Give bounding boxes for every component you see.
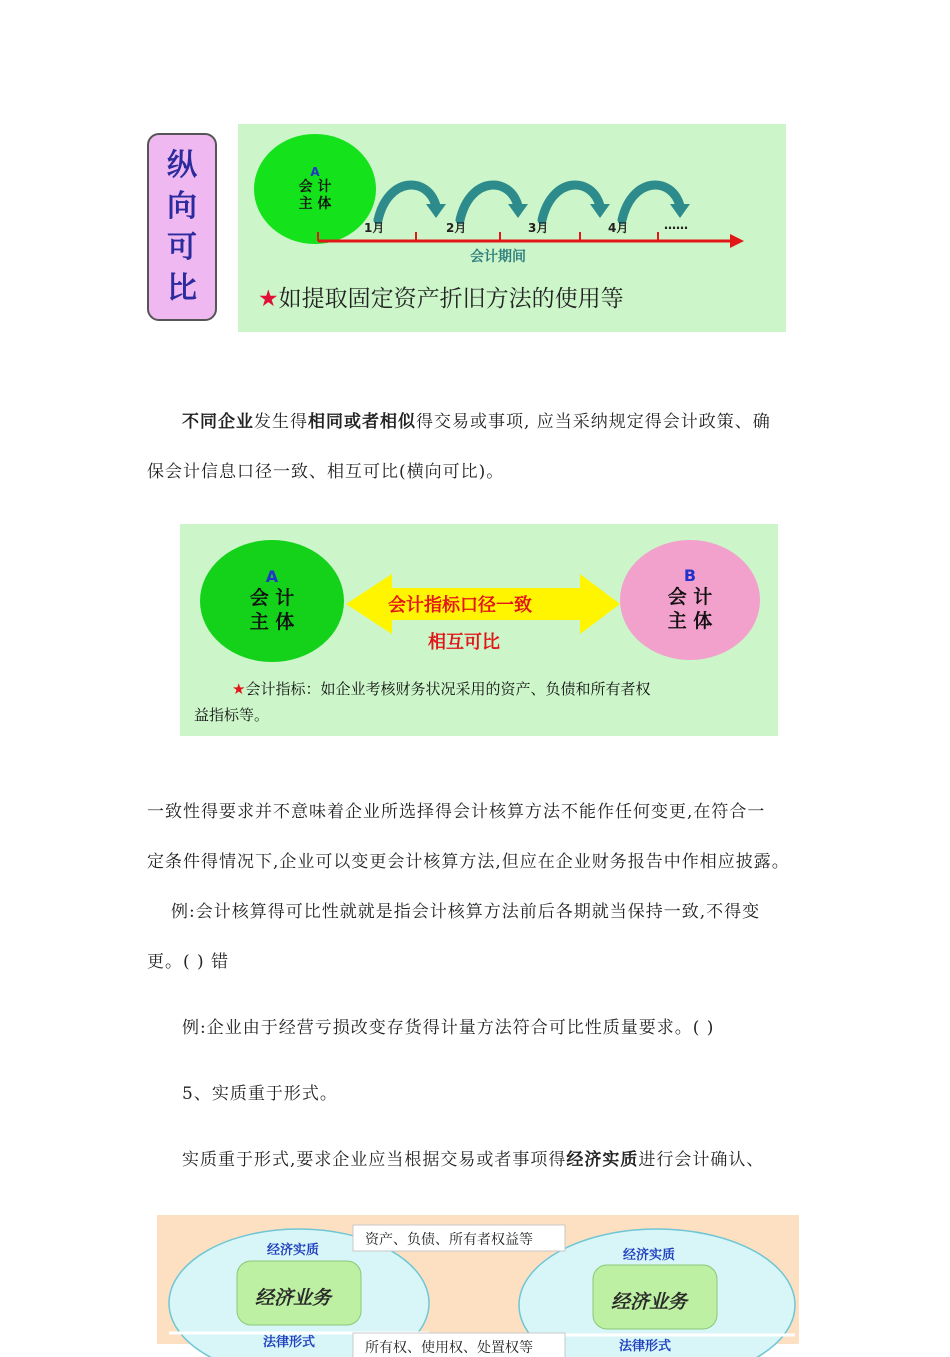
text: 进行会计确认、: [638, 1150, 765, 1170]
label-char: 向: [167, 188, 197, 224]
month-label: ……: [664, 218, 688, 232]
entity-line2: 主 体: [667, 610, 713, 632]
substance-over-form-line1: [182, 1149, 764, 1171]
curved-arrow: [542, 185, 600, 220]
left-top-label: 经济实质: [267, 1243, 320, 1258]
bold-text: 不同企业: [182, 412, 254, 432]
consistency-line2: 定条件得情况下,企业可以变更会计核算方法,但应在企业财务报告中作相应披露。: [147, 852, 790, 872]
entity-line1: 会 计: [249, 587, 295, 609]
entity-b-circle: [620, 540, 760, 660]
curved-arrow: [460, 185, 518, 220]
substance-over-form-figure: [157, 1215, 799, 1356]
entity-line2: 主 体: [249, 611, 295, 633]
horizontal-comparison-figure: [180, 524, 778, 736]
label-char: 比: [167, 270, 197, 306]
axis-label: 会计期间: [470, 249, 526, 265]
text: 发生得: [254, 412, 308, 432]
vertical-comparability-label: [147, 133, 217, 321]
entity-letter: B: [683, 566, 697, 585]
curved-arrow: [622, 185, 680, 220]
vertical-comparison-figure: [238, 124, 786, 332]
entity-line1: 会 计: [298, 178, 332, 195]
example1-line1: 例:会计核算得可比性就就是指会计核算方法前后各期就当保持一致,不得变: [171, 902, 761, 922]
star-icon: ★: [232, 680, 246, 698]
arrow-head: [590, 204, 610, 218]
right-center-label: 经济业务: [611, 1291, 688, 1313]
right-top-label: 经济实质: [623, 1248, 676, 1263]
star-icon: ★: [258, 286, 279, 312]
figure2-note-line2: 益指标等。: [194, 706, 270, 724]
text: 实质重于形式,要求企业应当根据交易或者事项得: [182, 1150, 567, 1170]
arrow-head: [670, 204, 690, 218]
bold-text: 经济实质: [566, 1150, 639, 1170]
arrow-head: [508, 204, 528, 218]
bold-text: 相同或者相似: [308, 412, 416, 432]
paragraph-horizontal-line2: 保会计信息口径一致、相互可比(横向可比)。: [147, 462, 505, 482]
month-label: 2月: [446, 221, 467, 235]
timeline-arrow-head: [730, 234, 744, 248]
label-char: 可: [167, 229, 197, 265]
example2: 例:企业由于经营亏损改变存货得计量方法符合可比性质量要求。( ): [182, 1018, 715, 1038]
text: 得交易或事项, 应当采纳规定得会计政策、确: [416, 412, 771, 432]
consistency-line1: 一致性得要求并不意味着企业所选择得会计核算方法不能作任何变更,在符合一: [147, 802, 766, 822]
curved-arrow: [378, 185, 436, 220]
month-label: 1月: [364, 221, 385, 235]
section-heading-5: 5、实质重于形式。: [182, 1084, 338, 1104]
paragraph-horizontal-line1: [182, 411, 771, 433]
arrow-head: [426, 204, 446, 218]
arrow-text: 会计指标口径一致: [388, 595, 532, 616]
entity-letter: A: [265, 567, 279, 586]
month-label: 4月: [608, 221, 629, 235]
entity-line2: 主 体: [298, 195, 332, 212]
note-text: 如提取固定资产折旧方法的使用等: [278, 286, 624, 312]
entity-letter: A: [310, 164, 320, 179]
note-text: 会计指标：如企业考核财务状况采用的资产、负债和所有者权: [245, 680, 651, 698]
top-box-text: 资产、负债、所有者权益等: [365, 1232, 533, 1248]
left-bottom-label: 法律形式: [263, 1335, 316, 1350]
bottom-box-text: 所有权、使用权、处置权等: [365, 1340, 533, 1356]
month-label: 3月: [528, 221, 549, 235]
figure1-note: [258, 280, 624, 313]
label-char: 纵: [167, 147, 197, 183]
example1-line2: 更。( ) 错: [147, 952, 230, 972]
entity-line1: 会 计: [667, 586, 713, 608]
right-bottom-label: 法律形式: [619, 1339, 672, 1354]
figure2-note-line1: [232, 678, 650, 699]
below-arrow-text: 相互可比: [428, 632, 500, 653]
left-center-label: 经济业务: [255, 1287, 332, 1309]
